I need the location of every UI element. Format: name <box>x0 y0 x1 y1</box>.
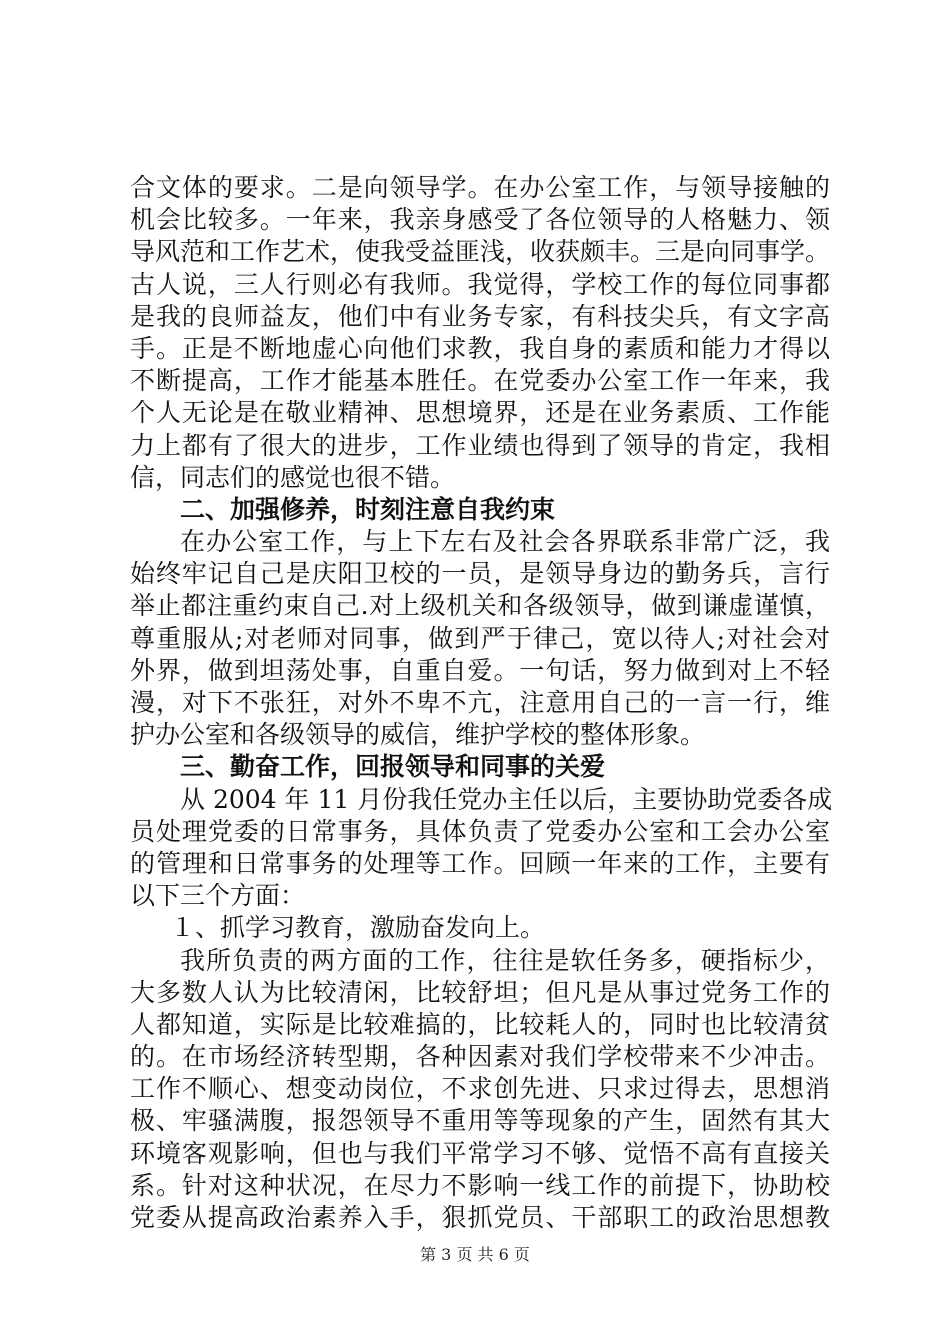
text-line: 系。针对这种状况，在尽力不影响一线工作的前提下，协助校 <box>130 1170 830 1200</box>
text-line: 极、牢骚满腹，报怨领导不重用等等现象的产生，固然有其大 <box>130 1106 830 1136</box>
text-line: 在办公室工作，与上下左右及社会各界联系非常广泛，我 <box>180 527 830 557</box>
text-line: 不断提高，工作才能基本胜任。在党委办公室工作一年来，我 <box>130 366 830 396</box>
paragraph-1 <box>130 172 830 494</box>
text-line: 工作不顺心、想变动岗位，不求创先进、只求过得去，思想消 <box>130 1074 830 1104</box>
text-line: 的管理和日常事务的处理等工作。回顾一年来的工作，主要有 <box>130 848 830 878</box>
text-line: 始终牢记自己是庆阳卫校的一员，是领导身边的勤务兵，言行 <box>130 559 830 589</box>
text-line: 机会比较多。一年来，我亲身感受了各位领导的人格魅力、领 <box>130 205 830 235</box>
text-line: 大多数人认为比较清闲，比较舒坦；但凡是从事过党务工作的 <box>130 977 830 1007</box>
text-line: 以下三个方面： <box>130 881 306 911</box>
paragraph-4 <box>130 945 830 1235</box>
text-line: 信，同志们的感觉也很不错。 <box>130 462 456 492</box>
text-line: 尊重服从;对老师对同事，做到严于律己，宽以待人;对社会对 <box>130 623 830 653</box>
text-line: 漫，对下不张狂，对外不卑不亢，注意用自己的一言一行，维 <box>130 688 830 717</box>
text-line: 力上都有了很大的进步，工作业绩也得到了领导的肯定，我相 <box>130 430 830 460</box>
text-line: 举止都注重约束自己.对上级机关和各级领导，做到谦虚谨慎， <box>130 591 830 621</box>
text-line: 个人无论是在敬业精神、思想境界，还是在业务素质、工作能 <box>130 398 830 428</box>
text-line: 我所负责的两方面的工作，往往是软任务多，硬指标少， <box>180 945 830 975</box>
section-heading-3: 三、勤奋工作，回报领导和同事的关爱 <box>180 752 606 782</box>
subheading-1: １、抓学习教育，激励奋发向上。 <box>170 913 546 943</box>
text-line: 导风范和工作艺术，使我受益匪浅，收获颇丰。三是向同事学。 <box>130 237 831 267</box>
section-heading-2: 二、加强修养，时刻注意自我约束 <box>180 494 556 524</box>
page-footer: 第 3 页 共 6 页 <box>420 1245 530 1264</box>
text-line: 是我的良师益友，他们中有业务专家，有科技尖兵，有文字高 <box>130 301 830 331</box>
text-line: 外界，做到坦荡处事，自重自爱。一句话，努力做到对上不轻 <box>130 655 830 685</box>
text-line: 护办公室和各级领导的威信，维护学校的整体形象。 <box>130 720 706 750</box>
text-line: 环境客观影响，但也与我们平常学习不够、觉悟不高有直接关 <box>130 1138 830 1168</box>
text-line: 手。正是不断地虚心向他们求教，我自身的素质和能力才得以 <box>130 333 830 363</box>
text-line: 从 2004 年 11 月份我任党办主任以后，主要协助党委各成 <box>180 784 833 814</box>
document-body <box>130 172 833 1234</box>
text-line: 员处理党委的日常事务，具体负责了党委办公室和工会办公室 <box>130 816 830 846</box>
paragraph-3 <box>130 784 833 913</box>
text-line: 人都知道，实际是比较难搞的，比较耗人的，同时也比较清贫 <box>130 1009 830 1039</box>
text-line: 古人说，三人行则必有我师。我觉得，学校工作的每位同事都 <box>130 269 830 299</box>
text-line: 的。在市场经济转型期，各种因素对我们学校带来不少冲击。 <box>130 1042 830 1072</box>
paragraph-2 <box>130 526 830 751</box>
text-line: 党委从提高政治素养入手，狠抓党员、干部职工的政治思想教 <box>130 1203 830 1232</box>
text-line: 合文体的要求。二是向领导学。在办公室工作，与领导接触的 <box>130 173 830 202</box>
